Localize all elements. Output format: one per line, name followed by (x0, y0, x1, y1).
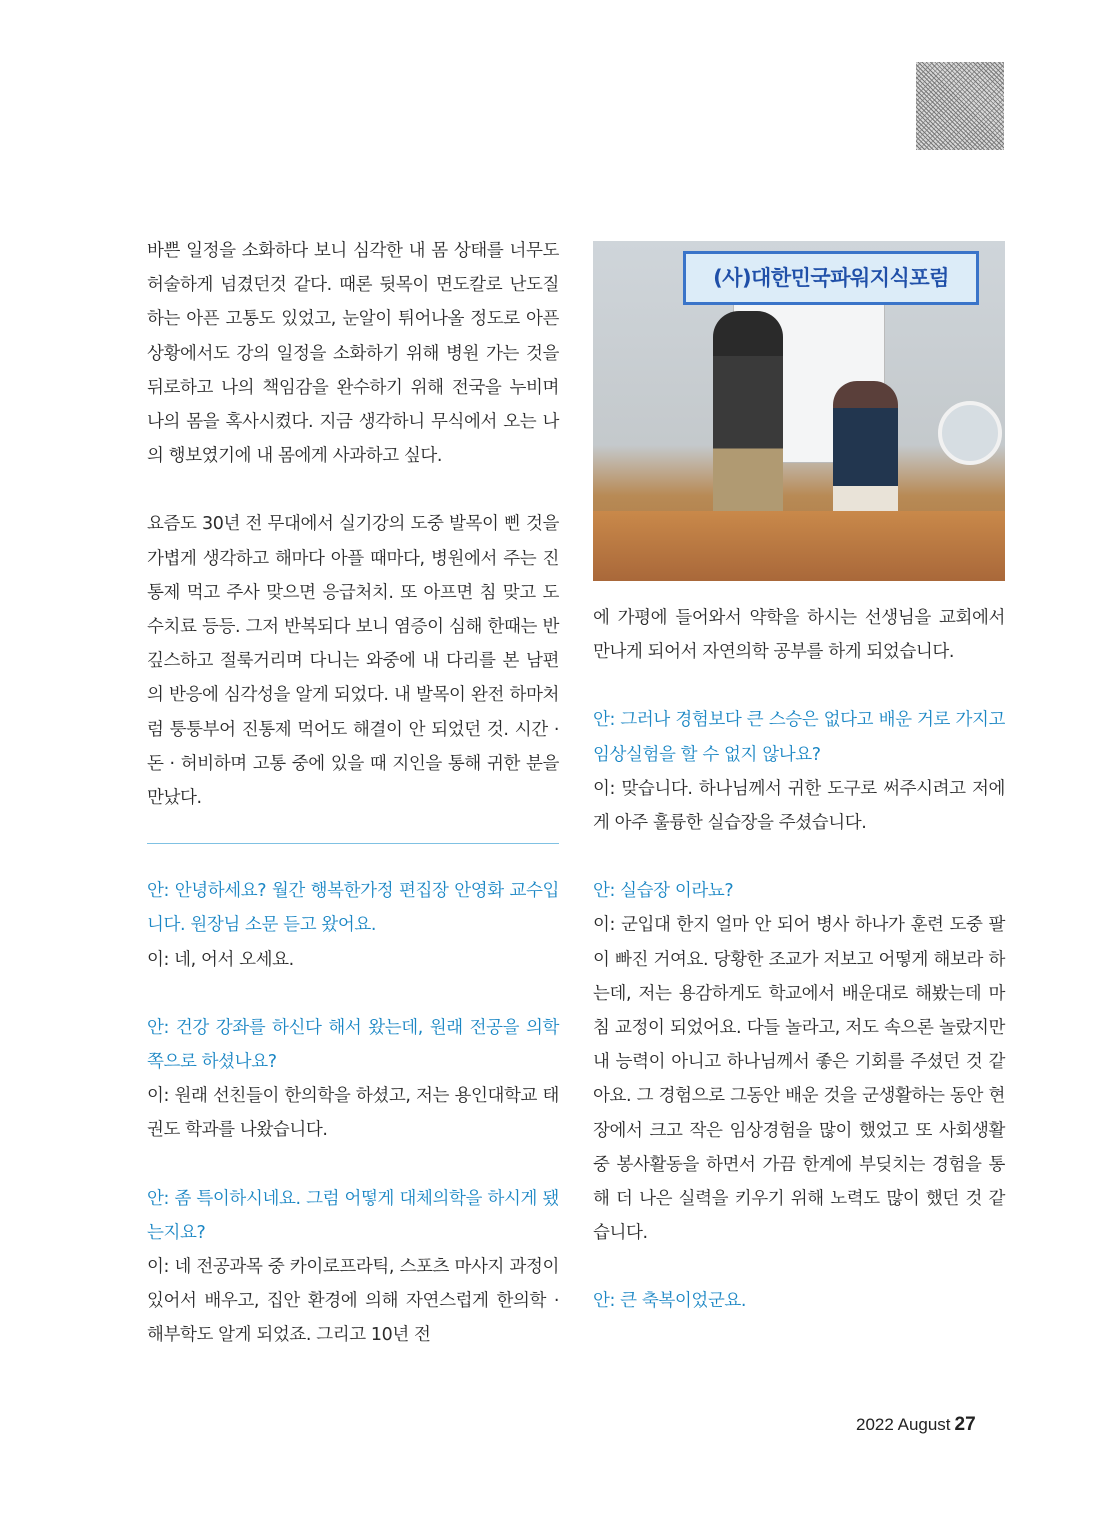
qa-block (147, 1011, 559, 1148)
qa-block (593, 874, 1005, 1250)
page-footer (856, 1414, 976, 1436)
body-paragraph: 요즘도 30년 전 무대에서 실기강의 도중 발목이 삔 것을 가볍게 생각하고 해마다 아플 때마다, 병원에서 주는 진통제 먹고 주사 맞으면 응급처치. 또 아프면 침 맞고 도수치료 등등. 그저 반복되다 보니 염증이 심해 한때는 반 깊스하고 절룩거리며 다니는 와중에 내 다리를 본 남편의 반응에 심각성을 알게 되었다. 내 발목이 완전 하마처럼 퉁퉁부어 진통제 먹어도 해결이 안 되었던 것. 시간 · 돈 · 허비하며 고통 중에 있을 때 지인을 통해 귀한 분을 만났다. (147, 514, 559, 809)
interview-answer: 이: 네 전공과목 중 카이로프라틱, 스포츠 마사지 과정이 있어서 배우고, 집안 환경에 의해 자연스럽게 한의학 · 해부학도 알게 되었죠. 그리고 10년 전 (147, 1257, 559, 1346)
corner-pattern-decoration (916, 62, 1004, 150)
body-paragraph: 바쁜 일정을 소화하다 보니 심각한 내 몸 상태를 너무도 허술하게 넘겼던것 같다. 때론 뒷목이 면도칼로 난도질하는 아픈 고통도 있었고, 눈알이 튀어나올 정도로 아픈 상황에서도 강의 일정을 소화하기 위해 병원 가는 것을 뒤로하고 나의 책임감을 완수하기 위해 전국을 누비며 나의 몸을 혹사시켰다. 지금 생각하니 무식에서 오는 나의 행보였기에 내 몸에게 사과하고 싶다. (147, 241, 559, 467)
interview-answer: 이: 군입대 한지 얼마 안 되어 병사 하나가 훈련 도중 팔이 빠진 거여요. 당황한 조교가 저보고 어떻게 해보라 하는데, 저는 용감하게도 학교에서 배운대로 해봤는데 마침 교정이 되었어요. 다들 놀라고, 저도 속으론 놀랐지만 내 능력이 아니고 하나님께서 좋은 기회를 주셨던 것 같아요. 그 경험으로 그동안 배운 것을 군생활하는 동안 현장에서 크고 작은 임상경험을 많이 했었고 또 사회생활 중 봉사활동을 하면서 가끔 한계에 부딪치는 경험을 통해 더 나은 실력을 키우기 위해 노력도 많이 했던 것 같습니다. (593, 915, 1005, 1244)
interview-question: 안: 그러나 경험보다 큰 스승은 없다고 배운 거로 가지고 임상실험을 할 수 없지 않나요? (593, 710, 1005, 765)
interview-question: 안: 실습장 이라뇨? (593, 881, 734, 902)
interview-answer: 이: 맞습니다. 하나님께서 귀한 도구로 써주시려고 저에게 아주 훌륭한 실습장을 주셨습니다. (593, 778, 1005, 834)
qa-block (147, 874, 559, 977)
issue-label: 2022 August (856, 1415, 951, 1434)
interview-question: 안: 안녕하세요? 월간 행복한가정 편집장 안영화 교수입니다. 원장님 소문 듣고 왔어요. (147, 881, 559, 936)
left-column (147, 234, 559, 1387)
wooden-table (593, 511, 1005, 581)
lecture-photo (593, 241, 1005, 581)
forum-banner: (사)대한민국파워지식포럼 (683, 251, 979, 305)
right-column (593, 234, 1005, 1353)
interview-question: 안: 좀 특이하시네요. 그럼 어떻게 대체의학을 하시게 됐는지요? (147, 1188, 559, 1243)
fan-icon (938, 401, 1002, 465)
seated-woman-figure (833, 381, 898, 531)
interview-answer: 이: 네, 어서 오세요. (147, 949, 294, 970)
interview-question: 안: 큰 축복이었군요. (593, 1291, 747, 1312)
interview-answer: 이: 원래 선친들이 한의학을 하셨고, 저는 용인대학교 태권도 학과를 나왔습니다. (147, 1086, 559, 1141)
page-number: 27 (954, 1414, 976, 1435)
qa-block (147, 1182, 559, 1353)
qa-block (593, 703, 1005, 840)
section-divider (147, 843, 559, 844)
interview-question: 안: 건강 강좌를 하신다 해서 왔는데, 원래 전공을 의학 쪽으로 하셨나요? (147, 1017, 559, 1073)
continuation-paragraph: 에 가평에 들어와서 약학을 하시는 선생님을 교회에서 만나게 되어서 자연의학 공부를 하게 되었습니다. (593, 608, 1005, 663)
qa-block (593, 1284, 1005, 1318)
